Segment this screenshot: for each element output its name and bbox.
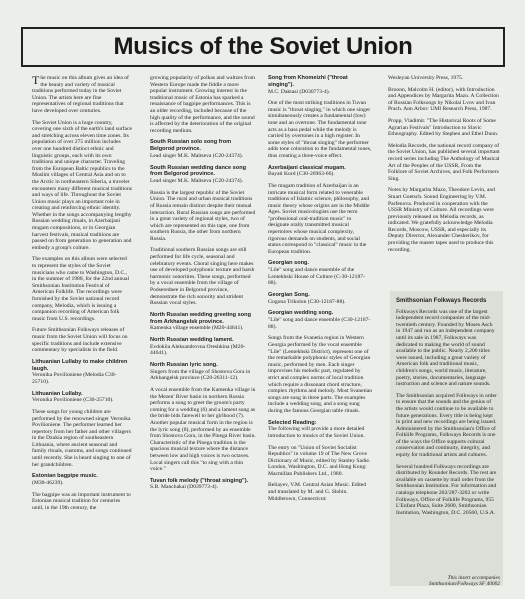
track-credit: S.B. Manchakai (D039773-4).: [150, 484, 218, 491]
paragraph: Several hundred Folkways recordings are distributed by Rounder Records. The rest are available on cassette by mail order from the Smithsonian Institution. For information and catalogs telephone 202/287-3262 or write Folkways, Office of Folklife Programs, 955 L'Enfant Plaza, Suite 2600, Smithsonian Institution, Washington, D.C. 20560, U.S.A.: [396, 463, 497, 516]
paragraph: Folkways Records was one of the largest independent record companies of the mid-twentieth century. Founded by Moses Asch in 1947 and run as an independent company until its sale in 1987, Folkways was dedicated to making the world of sound available to the public. Nearly 2,200 titles were issued, including a great variety of American folk and traditional music, children's songs, world music, literature, poetry, stories, documentaries, language instruction and science and nature sounds.: [396, 308, 495, 388]
track-title: North Russian lyric song.: [150, 361, 218, 368]
track-credit: "Lile" song and dance ensemble of the Lentekhski House of Culture (C-30-12187-88).: [268, 267, 365, 287]
paragraph: Russia is the largest republic of the Soviet Union. The rural and urban musical traditions of Russia remain distinct despite their mutual interaction. Rural Russian songs are performed in a great variety of regional styles, two of which are represented on this tape, one from southern Russia, the other from northern Russia.: [150, 189, 256, 242]
track-title: Georgian song.: [268, 260, 310, 267]
track-credit: Lead singer M.K. Maltseva (C20-24374).: [150, 152, 244, 159]
paragraph: Broonn, Malcolm H. (editor), with Introduction and Appendices by Margarita Mazo. A Collection of Russian Folksongs by Nikolai Lvov and Ivan Prach. Ann Arbor: UMI Research Press, 1987.: [388, 86, 499, 113]
paragraph: Notes by Margarita Mazo, Theodore Levin, and Stuart Goetsch. Sound Engineering by V.M. Parfenova. Produced in cooperation with the USSR Ministry of Culture. All recordings were previously released on Melodia records, as indicated. We gratefully acknowledge Melodia Records, Moscow, USSR, and especially its Deputy Director, Alexander Chesherikov, for providing the master tapes used to produce this recording.: [388, 187, 495, 253]
page-title: Musics of the Soviet Union: [113, 33, 413, 60]
track-credit: Kamenka village ensemble (M20-44641).: [150, 325, 244, 332]
track-title: Estonian bagpipe music.: [32, 473, 98, 480]
track-title: Song from Khomeizhi ("throat singing").: [268, 75, 348, 88]
paragraph: The Smithsonian acquired Folkways in order to ensure that the sounds and the genius of the artists would continue to be available to future generations. Every title is being kept in print and new recordings are being issued. Administered by the Smithsonian's Office of Folklife Programs, Folkways Records is one of the ways the Office supports cultural conservation and continuity, integrity, and equity for traditional artists and cultures.: [396, 392, 497, 459]
track-title: North Russian wedding lament.: [150, 337, 234, 343]
track-credit: Bayati Kurd (C30-26963-66).: [268, 171, 335, 178]
track-credit: M.C. Daktasi (D030773-4).: [268, 88, 330, 95]
paragraph: The examples on this album were selected to represent the styles of the Soviet musicians who came to Washington, D.C., in the summer of 1988, for the 22nd annual Smithsonian Institution Festival of American Folklife. The recordings were furnished by the Soviet national record company, Melodia, which is issuing a companion recording of American folk music from U.S. recordings.: [32, 256, 130, 322]
smithsonian-folkways-box: [390, 291, 503, 586]
insert-note: [405, 575, 500, 588]
column-3: [268, 75, 373, 507]
track-title: Lithuanian Lullaby.: [32, 390, 83, 397]
track-title: Georgian Song.: [268, 292, 310, 299]
track-title: Tuvan folk melody ("throat singing").: [150, 477, 249, 484]
paragraph: Beliayev, V.M. Central Asian Music. Edited and translated by M. and G. Slobin. Middletown, Connecticut:: [268, 482, 367, 502]
paragraph: The bagpipe was an important instrument to Estonian musical tradition for centuries until, in the 19th century, the: [32, 491, 131, 511]
track-credit: Gogona Trikolon (C30-12187-88).: [268, 298, 346, 305]
drop-cap: T: [32, 75, 40, 87]
paragraph: Melodia Records, the national record company of the Soviet Union, has published several important record series including The Anthology of Musical Art of the Peoples of the USSR, From the Folklore of Soviet Archives, and Folk Performers Sing.: [388, 142, 500, 182]
track-credit: Veronika Povilioniene (Melodia C30-25710).: [32, 372, 117, 385]
paragraph: The Soviet Union is a huge country, covering one sixth of the earth's land surface and stretching across eleven time zones. Its population of over 275 million includes over one hundred distinct ethnic and linguistic groups, each with its own traditions and unique character. Traveling from the European Baltic republics to the Muslim villages of Central Asia and on to the Arctic in northeastern Siberia, a traveler encounters many different musical traditions and ways of life. Throughout the Soviet Union music plays an important role in creating and reinforcing ethnic identity. Whether in the songs accompanying lengthy Russian wedding rituals, in Azerbaijani mugam compositions, or in Georgian harvest festivals, musical traditions are passed on from generation to generation and embody a group's culture.: [32, 119, 132, 251]
paragraph: Propp, Vladimir. "The Historical Roots of Some Agrarian Festivals" Introduction to Slavic Ethnography. Edited by Stephen and Ethel Dunn.: [388, 117, 499, 138]
paragraph: Wesleyan University Press, 1975.: [388, 75, 464, 81]
paragraph: Songs from the Svanetia region in Western Georgia performed by the vocal ensemble "Lile" (Lentekhski District), represent one of the remarkable polyphonic styles of Georgian music, performed by men. Each singer improvises his melodic part, regulated by strict and complex norms of local tradition which require a dissonant chord structure, complex rhythms and melody. Most Svanetian songs are sung in three parts. The examples include a wedding song, and a song sung during the famous Georgian table rituals.: [268, 335, 373, 414]
paragraph: Future Smithsonian Folkways releases of music from the Soviet Union will focus on specific traditions and include extensive commentary by specialists in the field.: [32, 327, 128, 354]
track-credit: (M30-46239).: [32, 480, 64, 487]
track-title: South Russian solo song from Belgorod province.: [150, 139, 232, 153]
paragraph: Traditional southern Russian songs are still performed for life cycle, seasonal and celebratory events. Choral singing here makes use of developed polyphonic texture and harsh harmonic sonorities. These songs, performed by a vocal ensemble from the village of Podserednee in Belgorod province, demonstrate the rich sonority and strident Russian vocal styles.: [150, 247, 255, 307]
paragraph: The entry on "Union of Soviet Socialist Republics" in volume 19 of The New Grove Dictionary of Music, edited by Stanley Sadie. London, Washington, D.C. and Hong Kong: Macmillan Publishers Ltd., 1980.: [268, 444, 371, 477]
paragraph: The following will provide a more detailed introduction to musics of the Soviet Union.: [268, 426, 365, 439]
track-credit: "Lile" song and dance ensemble (C30-12187-88).: [268, 317, 371, 330]
column-1: [32, 75, 132, 516]
paragraph: The mugam tradition of Azerbaijan is an intricate musical form related to venerable traditions of Islamic science, philosophy, and music theory whose origins are in the Middle Ages. Soviet musicologists use the term "professional oral-tradition music" to designate orally transmitted musical repertoires whose musical complexity, rigorous demands on students, and social status correspond to "classical" music in the European tradition.: [268, 182, 370, 255]
paragraph: These songs for young children are performed by the renowned singer Veronika Povilioniene. The performer learned her repertory from her father and other villagers in the Dzukia region of southeastern Lithuania, where ancient seasonal and family rituals, customs, and songs continued until recently. She is heard singing to one of her grandchildren.: [32, 408, 132, 468]
paragraph: A vocal ensemble from the Kamenka village in the Mezen' River basin in northern Russia performs a song to greet the groom's party coming for a wedding (6) and a lament sung as the bride bids farewell to her girlhood (7). Another popular musical form in the region is the lyric song (8), performed by an ensemble from Shostova Gora, in the Pinega River basin. Characteristic of the Pinega tradition is the spacious musical texture where the distance between low and high voices is two octaves. Local singers call this "to sing with a thin voice.": [150, 386, 256, 473]
track-credit: Singers from the village of Shostova Gora in Arkhangelsk province (C20-26311-12).: [150, 368, 251, 382]
box-heading: Smithsonian Folkways Records: [396, 298, 487, 304]
track-title: Azerbaijani classical mugam.: [268, 164, 346, 171]
insert-line-1: This insert accompanies: [447, 575, 500, 581]
track-credit: Lead singer M.K. Maltseva (C20-24374).: [150, 178, 244, 185]
title-box: [21, 27, 505, 67]
track-credit: Evdokiia Aleksandrovna Oreshkina (M20-44641).: [150, 343, 246, 357]
paragraph: One of the most striking traditions in Tuvan music is "throat singing," in which one singer simultaneously creates a fundamental (low) tone and an overtone. The fundamental tone acts as a bass pedal while the melody is carried by overtones in a high register. In some styles of "throat singing" the performer adds tone coloration to the fundamental tones, thus creating a three-voice effect.: [268, 100, 372, 159]
column-2: [150, 75, 256, 496]
track-title: South Russian wedding dance song from Belgorod province.: [150, 164, 247, 178]
track-credit: Veronika Povilioniene (C30-25710).: [32, 397, 114, 404]
column-4: [388, 75, 500, 285]
track-title: North Russian wedding greeting song from Arkhangelsk province.: [150, 311, 252, 325]
insert-line-2: Smithsonian/Folkways SF 40002: [429, 581, 500, 588]
paragraph: growing popularity of polkas and waltzes from Western Europe made the fiddle a more popular instrument. Growing interest in the traditional music of Estonia has sparked a renaissance of bagpipe performances. This is an older recording, included because of the high quality of the performance, and the sound is affected by the deterioration of the original recording medium.: [150, 75, 256, 134]
track-title: Lithuanian Lullaby to make children laugh.: [32, 358, 128, 372]
section-heading: Selected Reading:: [268, 419, 317, 426]
track-title: Georgian wedding song.: [268, 310, 334, 317]
intro-paragraph: The music on this album gives an idea of the beauty and variety of musical traditions performed today in the Soviet Union. The artists here are fine representatives of regional traditions that have developed over centuries.: [32, 75, 129, 114]
